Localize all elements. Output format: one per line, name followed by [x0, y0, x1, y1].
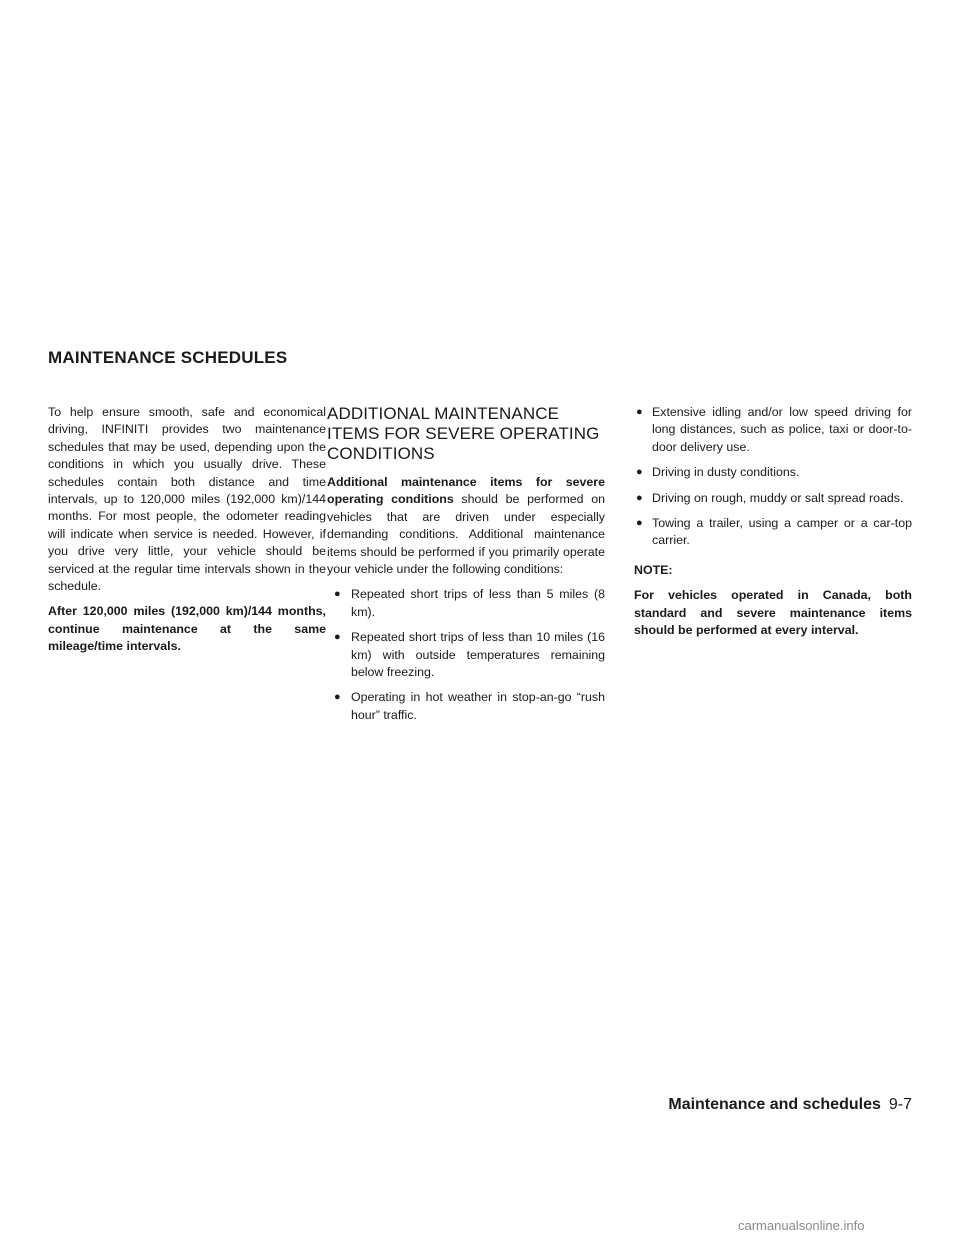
- bullet-icon: ●: [334, 588, 341, 601]
- watermark: carmanualsonline.info: [738, 1218, 865, 1233]
- list-item-text: Driving on rough, muddy or salt spread roads.: [652, 490, 904, 505]
- canada-note: For vehicles operated in Canada, both standard and severe maintenance items should be performed at every interval.: [634, 588, 912, 638]
- bullet-icon: ●: [636, 491, 643, 504]
- section-title: MAINTENANCE SCHEDULES: [48, 348, 288, 367]
- severe-intro-bold: Additional maintenance items for severe operating conditions: [327, 475, 605, 507]
- bullet-icon: ●: [636, 406, 643, 418]
- list-item: [327, 586, 605, 621]
- list-item-text: Driving in dusty conditions.: [652, 465, 800, 480]
- intro-paragraph: To help ensure smooth, safe and economical driving, INFINITI provides two maintenance schedules that may be used, depending upon the conditions in which you usually drive. These schedules contain both distance and time intervals, up to 120,000 miles (192,000 km)/144 months. For most people, the odometer reading will indicate when service is needed. However, if you drive very little, your vehicle should be serviced at the regular time intervals shown in the schedule.: [48, 405, 326, 594]
- list-item-text: Operating in hot weather in stop-an-go “rush hour” traffic.: [351, 690, 605, 722]
- bullet-icon: ●: [334, 631, 341, 644]
- page-footer: [668, 1096, 912, 1114]
- severe-conditions-list: [327, 586, 605, 724]
- list-item-text: Extensive idling and/or low speed driving for long distances, such as police, taxi or door-to-door delivery use.: [652, 405, 912, 454]
- footer-section-name: Maintenance and schedules: [668, 1096, 881, 1113]
- list-item: [634, 404, 912, 456]
- severe-intro-paragraph: [327, 474, 605, 578]
- severe-conditions-list-continued: [634, 404, 912, 550]
- list-item: [327, 629, 605, 681]
- bullet-icon: ●: [636, 466, 643, 479]
- severe-intro-text: should be performed on vehicles that are driven under especially demanding conditions. Additional maintenance items should be performed if you primarily operate your vehicle under the following conditions:: [327, 492, 605, 577]
- column-middle: [327, 404, 605, 732]
- list-item: [634, 515, 912, 550]
- list-item: [634, 490, 912, 507]
- bullet-icon: ●: [334, 691, 341, 704]
- bullet-icon: ●: [636, 517, 643, 530]
- list-item: [634, 464, 912, 481]
- list-item-text: Towing a trailer, using a camper or a car-top carrier.: [652, 516, 912, 548]
- interval-note: After 120,000 miles (192,000 km)/144 months, continue maintenance at the same mileage/time intervals.: [48, 604, 326, 654]
- page-number: 9-7: [888, 1096, 912, 1113]
- list-item-text: Repeated short trips of less than 10 miles (16 km) with outside temperatures remaining below freezing.: [351, 630, 605, 680]
- severe-conditions-heading: ADDITIONAL MAINTENANCE ITEMS FOR SEVERE OPERATING CONDITIONS: [327, 404, 600, 463]
- list-item: [327, 689, 605, 724]
- column-left: [48, 404, 326, 664]
- column-right: [634, 404, 912, 647]
- list-item-text: Repeated short trips of less than 5 miles (8 km).: [351, 587, 605, 619]
- note-label: NOTE:: [634, 562, 673, 577]
